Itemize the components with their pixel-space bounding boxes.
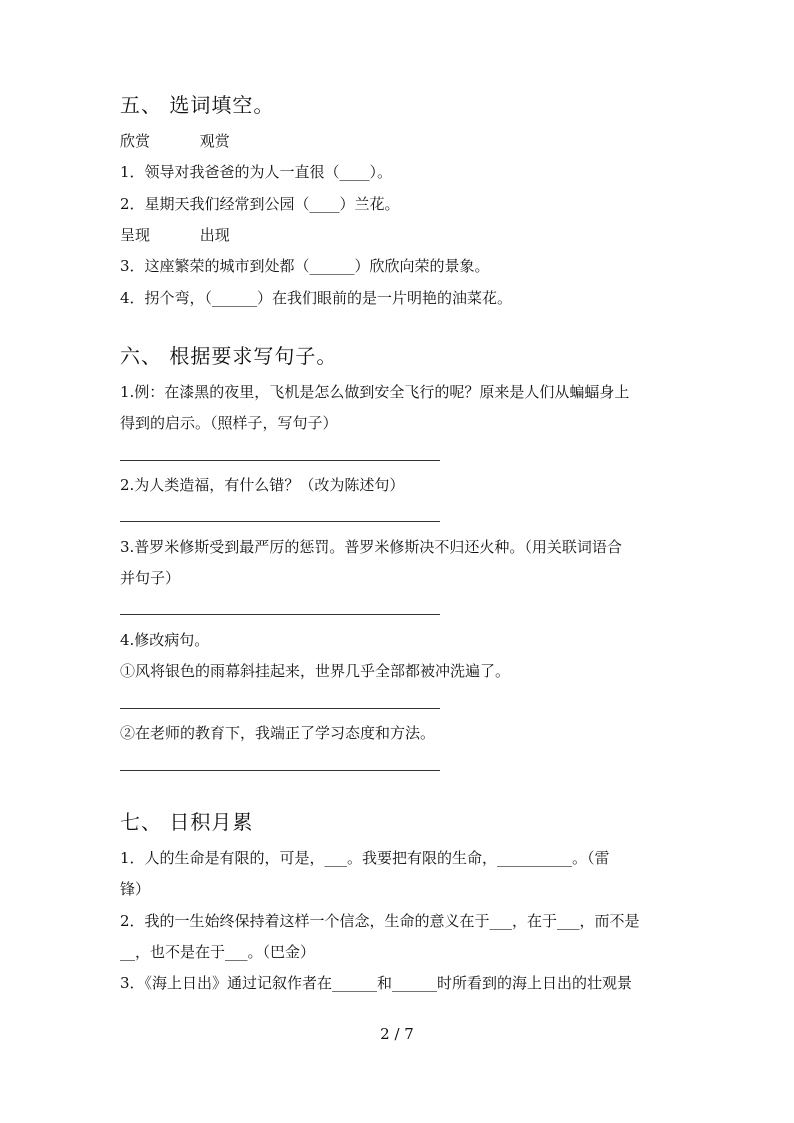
word-choices-a: 欣赏 观赏 bbox=[120, 132, 230, 150]
question-6-2: 2.为人类造福，有什么错？（改为陈述句） bbox=[120, 476, 405, 494]
section-6-title: 六、 根据要求写句子。 bbox=[120, 344, 338, 368]
question-7-1-line-1: 1．人的生命是有限的，可是，___。我要把有限的生命，__________。（雷 bbox=[120, 849, 610, 867]
question-5-1: 1．领导对我爸爸的为人一直很（____）。 bbox=[120, 163, 393, 181]
question-5-2: 2．星期天我们经常到公园（____）兰花。 bbox=[120, 195, 400, 213]
question-7-1-line-2: 锋） bbox=[120, 880, 151, 898]
question-6-1-line-1: 1.例：在漆黑的夜里，飞机是怎么做到安全飞行的呢？原来是人们从蝙蝠身上 bbox=[120, 383, 630, 401]
question-5-3: 3．这座繁荣的城市到处都（______）欣欣向荣的景象。 bbox=[120, 257, 490, 275]
word-choices-b: 呈现 出现 bbox=[120, 226, 230, 244]
question-6-3-line-2: 并句子） bbox=[120, 569, 181, 587]
question-6-4-b: ②在老师的教育下，我端正了学习态度和方法。 bbox=[120, 724, 436, 742]
section-7-title: 七、 日积月累 bbox=[120, 810, 254, 834]
question-7-2-line-2: __，也不是在于___。（巴金） bbox=[120, 943, 316, 961]
question-6-4: 4.修改病句。 bbox=[120, 631, 210, 649]
answer-line-6-3[interactable] bbox=[120, 614, 440, 615]
page-number: 2 / 7 bbox=[380, 1025, 414, 1043]
answer-line-6-1[interactable] bbox=[120, 460, 440, 461]
answer-line-6-4-b[interactable] bbox=[120, 770, 440, 771]
question-7-3-line-1: 3．《海上日出》通过记叙作者在______和______时所看到的海上日出的壮观景 bbox=[120, 974, 633, 992]
section-5-title: 五、 选词填空。 bbox=[120, 93, 275, 117]
question-6-3-line-1: 3.普罗米修斯受到最严厉的惩罚。普罗米修斯决不归还火种。（用关联词语合 bbox=[120, 538, 622, 556]
question-5-4: 4．拐个弯，（______）在我们眼前的是一片明艳的油菜花。 bbox=[120, 289, 513, 307]
question-6-1-line-2: 得到的启示。（照样子，写句子） bbox=[120, 414, 338, 432]
answer-line-6-4-a[interactable] bbox=[120, 708, 440, 709]
answer-line-6-2[interactable] bbox=[120, 521, 440, 522]
question-6-4-a: ①风将银色的雨幕斜挂起来，世界几乎全部都被冲洗遍了。 bbox=[120, 662, 511, 680]
question-7-2-line-1: 2．我的一生始终保持着这样一个信念，生命的意义在于___，在于___，而不是 bbox=[120, 912, 640, 930]
